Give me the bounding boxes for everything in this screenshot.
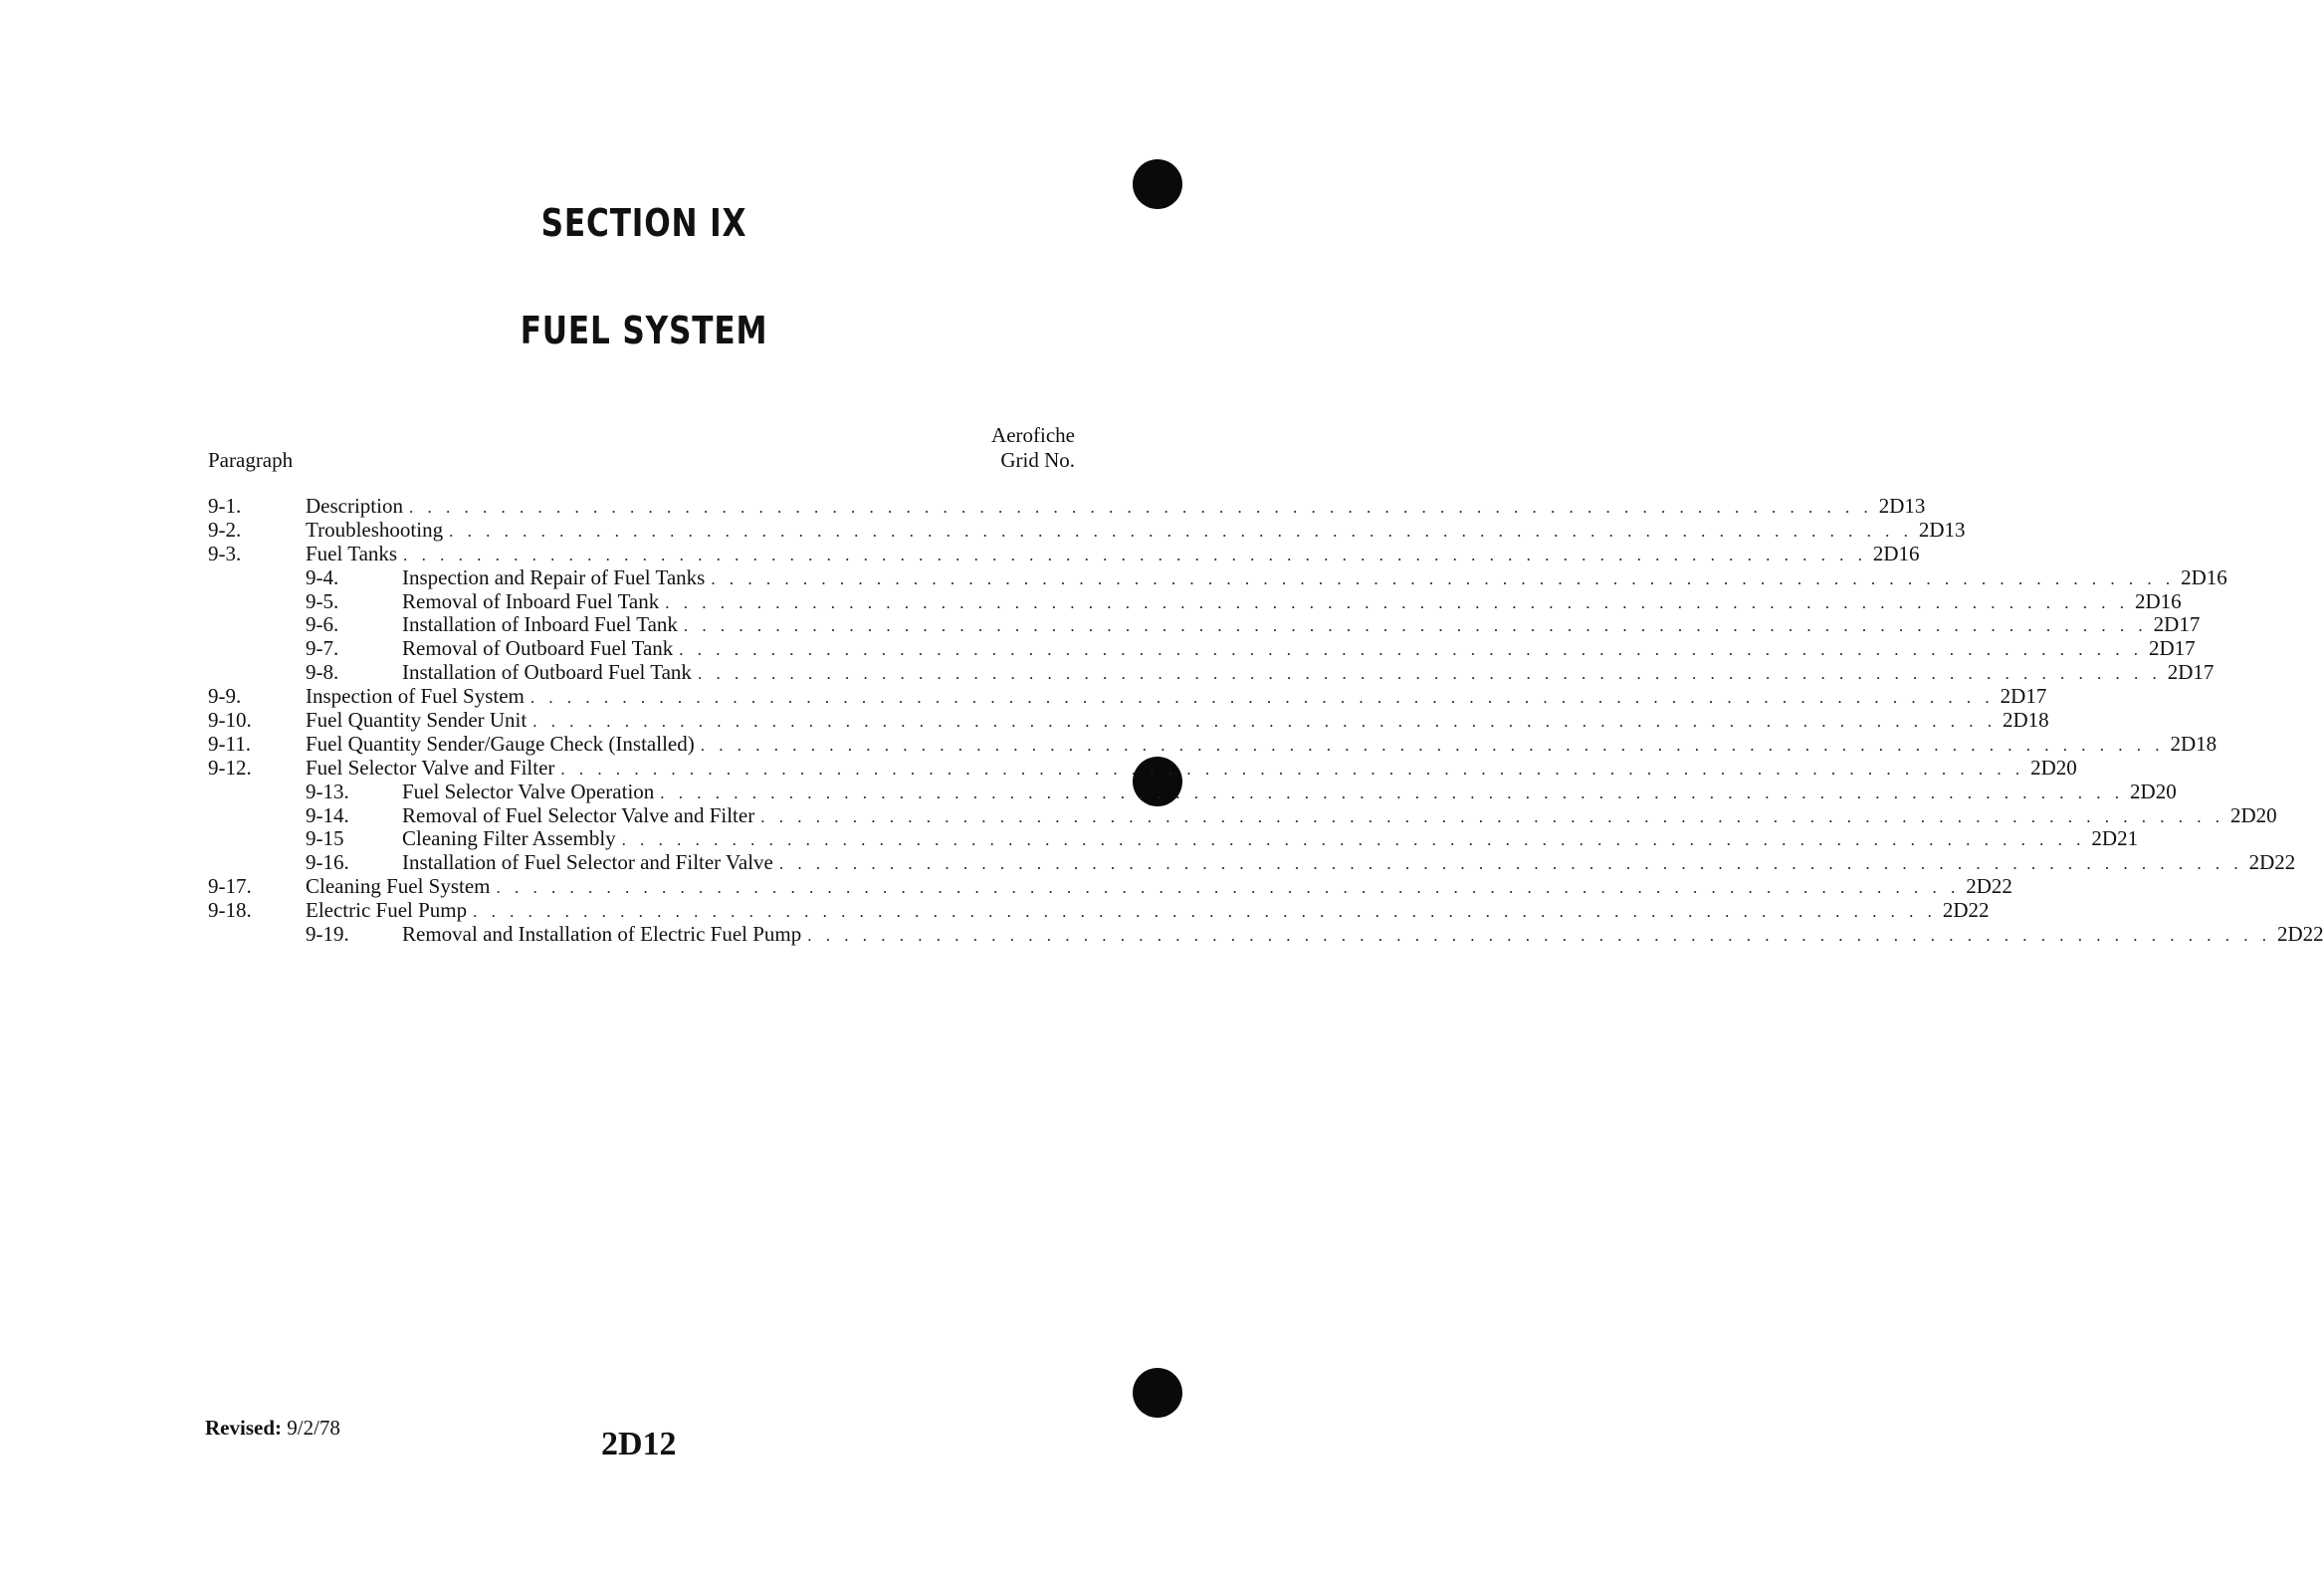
toc-grid-number: 2D21: [2085, 827, 2138, 851]
toc-entry-line: [402, 564, 2227, 591]
toc-entry: [208, 922, 2324, 947]
toc-entry-title: Fuel Selector Valve Operation: [402, 781, 660, 804]
toc-entry-title: Fuel Quantity Sender/Gauge Check (Installed): [306, 733, 701, 757]
section-subtitle: FUEL SYSTEM: [520, 309, 768, 352]
toc-entry-line: [402, 826, 2139, 852]
toc-entry-title: Inspection of Fuel System: [306, 685, 530, 709]
table-of-contents: [208, 494, 2324, 947]
toc-paragraph-number: 9-12.: [208, 755, 252, 780]
toc-grid-number: 2D18: [2164, 733, 2217, 757]
toc-dot-leader: . . . . . . . . . . . . . . . . . . . . . . . . . . . . . . . . . . . . . . . . . . . . . . . . . . . . . . . . . . . . . . . . . . . . . . . . . . . . . . . .: [700, 735, 2165, 755]
toc-dot-leader: . . . . . . . . . . . . . . . . . . . . . . . . . . . . . . . . . . . . . . . . . . . . . . . . . . . . . . . . . . . . . . . . . . . . . . . . . . . . . . . .: [711, 568, 2176, 588]
toc-dot-leader: . . . . . . . . . . . . . . . . . . . . . . . . . . . . . . . . . . . . . . . . . . . . . . . . . . . . . . . . . . . . . . . . . . . . . . . . . . . . . . . .: [403, 545, 1867, 564]
toc-dot-leader: . . . . . . . . . . . . . . . . . . . . . . . . . . . . . . . . . . . . . . . . . . . . . . . . . . . . . . . . . . . . . . . . . . . . . . . . . . . . . . . .: [473, 902, 1937, 922]
toc-entry-line: [306, 874, 2012, 900]
toc-grid-number: 2D17: [2148, 613, 2201, 637]
toc-entry-line: [402, 588, 2182, 615]
toc-entry-line: [402, 850, 2296, 876]
toc-entry-line: [306, 494, 1926, 520]
grid-column-header: [991, 423, 1075, 473]
toc-dot-leader: . . . . . . . . . . . . . . . . . . . . . . . . . . . . . . . . . . . . . . . . . . . . . . . . . . . . . . . . . . . . . . . . . . . . . . . . . . . . . . . .: [778, 854, 2243, 874]
toc-entry-title: Installation of Fuel Selector and Filter Valve: [402, 851, 779, 875]
toc-paragraph-number: 9-5.: [306, 588, 339, 613]
toc-dot-leader: . . . . . . . . . . . . . . . . . . . . . . . . . . . . . . . . . . . . . . . . . . . . . . . . . . . . . . . . . . . . . . . . . . . . . . . . . . . . . . . .: [679, 640, 2144, 660]
toc-entry-title: Fuel Tanks: [306, 543, 403, 566]
toc-dot-leader: . . . . . . . . . . . . . . . . . . . . . . . . . . . . . . . . . . . . . . . . . . . . . . . . . . . . . . . . . . . . . . . . . . . . . . . . . . . . . . . .: [665, 592, 2130, 612]
toc-entry: [208, 802, 2277, 828]
punch-hole-bottom: [1133, 1368, 1182, 1418]
toc-dot-leader: . . . . . . . . . . . . . . . . . . . . . . . . . . . . . . . . . . . . . . . . . . . . . . . . . . . . . . . . . . . . . . . . . . . . . . . . . . . . . . . .: [683, 616, 2148, 636]
toc-grid-number: 2D17: [1995, 685, 2047, 709]
toc-grid-number: 2D22: [1960, 875, 2012, 899]
toc-paragraph-number: 9-15: [306, 826, 344, 851]
toc-paragraph-number: 9-7.: [306, 636, 339, 661]
toc-paragraph-number: 9-2.: [208, 517, 242, 542]
grid-header-line2: Grid No.: [1000, 448, 1075, 472]
toc-paragraph-number: 9-16.: [306, 850, 349, 875]
toc-dot-leader: . . . . . . . . . . . . . . . . . . . . . . . . . . . . . . . . . . . . . . . . . . . . . . . . . . . . . . . . . . . . . . . . . . . . . . . . . . . . . . . .: [660, 783, 2125, 802]
grid-header-line1: Aerofiche: [991, 423, 1075, 447]
toc-paragraph-number: 9-17.: [208, 874, 252, 899]
toc-entry-line: [306, 731, 2218, 758]
section-title: SECTION IX: [540, 201, 747, 245]
toc-entry-line: [306, 517, 1966, 544]
toc-paragraph-number: 9-4.: [306, 564, 339, 589]
toc-grid-number: 2D18: [1997, 709, 2049, 733]
revision-note: [205, 1416, 340, 1441]
toc-entry-title: Inspection and Repair of Fuel Tanks: [402, 566, 711, 590]
toc-entry: [208, 636, 2196, 661]
toc-entry-title: Removal of Fuel Selector Valve and Filter: [402, 804, 760, 828]
toc-entry: [208, 731, 2218, 757]
toc-entry-line: [306, 755, 2077, 782]
toc-entry: [208, 517, 1966, 543]
toc-entry-title: Removal of Inboard Fuel Tank: [402, 590, 665, 614]
toc-dot-leader: . . . . . . . . . . . . . . . . . . . . . . . . . . . . . . . . . . . . . . . . . . . . . . . . . . . . . . . . . . . . . . . . . . . . . . . . . . . . . . . .: [621, 830, 2086, 850]
toc-dot-leader: . . . . . . . . . . . . . . . . . . . . . . . . . . . . . . . . . . . . . . . . . . . . . . . . . . . . . . . . . . . . . . . . . . . . . . . . . . . . . . . .: [532, 712, 1997, 732]
toc-entry-line: [306, 684, 2047, 710]
page-identifier: 2D12: [601, 1426, 677, 1462]
toc-paragraph-number: 9-1.: [208, 494, 242, 518]
toc-grid-number: 2D22: [2271, 923, 2324, 947]
toc-dot-leader: . . . . . . . . . . . . . . . . . . . . . . . . . . . . . . . . . . . . . . . . . . . . . . . . . . . . . . . . . . . . . . . . . . . . . . . . . . . . . . . .: [697, 664, 2162, 684]
toc-entry-title: Fuel Quantity Sender Unit: [306, 709, 532, 733]
toc-entry-title: Troubleshooting: [306, 519, 449, 543]
toc-entry: [208, 708, 2049, 733]
toc-grid-number: 2D20: [2024, 757, 2077, 781]
toc-grid-number: 2D13: [1913, 519, 1966, 543]
toc-entry-line: [402, 802, 2277, 829]
toc-paragraph-number: 9-13.: [306, 779, 349, 803]
toc-grid-number: 2D13: [1873, 495, 1926, 519]
toc-entry: [208, 612, 2201, 637]
toc-dot-leader: . . . . . . . . . . . . . . . . . . . . . . . . . . . . . . . . . . . . . . . . . . . . . . . . . . . . . . . . . . . . . . . . . . . . . . . . . . . . . . . .: [807, 926, 2271, 946]
toc-paragraph-number: 9-3.: [208, 541, 242, 565]
toc-entry-title: Electric Fuel Pump: [306, 899, 473, 923]
revised-label: Revised:: [205, 1416, 282, 1440]
paragraph-column-header: Paragraph: [208, 448, 294, 472]
toc-entry: [208, 541, 1920, 566]
toc-grid-number: 2D16: [2175, 566, 2227, 590]
toc-paragraph-number: 9-10.: [208, 708, 252, 733]
toc-entry-line: [402, 612, 2201, 638]
toc-entry-line: [402, 922, 2324, 948]
toc-entry-title: Installation of Inboard Fuel Tank: [402, 613, 684, 637]
toc-entry: [208, 850, 2296, 875]
toc-grid-number: 2D22: [2243, 851, 2296, 875]
toc-entry-title: Installation of Outboard Fuel Tank: [402, 661, 698, 685]
toc-dot-leader: . . . . . . . . . . . . . . . . . . . . . . . . . . . . . . . . . . . . . . . . . . . . . . . . . . . . . . . . . . . . . . . . . . . . . . . . . . . . . . . .: [529, 688, 1995, 708]
toc-entry: [208, 779, 2177, 804]
toc-entry: [208, 826, 2139, 851]
toc-entry-line: [402, 660, 2215, 686]
toc-grid-number: 2D16: [1867, 543, 1920, 566]
toc-grid-number: 2D17: [2162, 661, 2215, 685]
toc-grid-number: 2D16: [2129, 590, 2182, 614]
toc-dot-leader: . . . . . . . . . . . . . . . . . . . . . . . . . . . . . . . . . . . . . . . . . . . . . . . . . . . . . . . . . . . . . . . . . . . . . . . . . . . . . . . .: [760, 806, 2224, 826]
toc-entry: [208, 564, 2227, 590]
toc-paragraph-number: 9-6.: [306, 612, 339, 637]
toc-paragraph-number: 9-19.: [306, 922, 349, 947]
toc-entry: [208, 660, 2215, 685]
toc-entry-title: Cleaning Fuel System: [306, 875, 497, 899]
toc-entry-title: Cleaning Filter Assembly: [402, 827, 622, 851]
toc-entry-line: [306, 898, 1990, 924]
revised-date: 9/2/78: [287, 1416, 340, 1440]
toc-entry: [208, 588, 2182, 614]
toc-grid-number: 2D17: [2143, 637, 2196, 661]
toc-paragraph-number: 9-9.: [208, 684, 242, 709]
toc-dot-leader: . . . . . . . . . . . . . . . . . . . . . . . . . . . . . . . . . . . . . . . . . . . . . . . . . . . . . . . . . . . . . . . . . . . . . . . . . . . . . . . .: [560, 759, 2025, 779]
toc-dot-leader: . . . . . . . . . . . . . . . . . . . . . . . . . . . . . . . . . . . . . . . . . . . . . . . . . . . . . . . . . . . . . . . . . . . . . . . . . . . . . . . .: [408, 498, 1873, 517]
toc-entry-title: Fuel Selector Valve and Filter: [306, 757, 560, 781]
toc-grid-number: 2D20: [2224, 804, 2277, 828]
toc-paragraph-number: 9-18.: [208, 898, 252, 923]
toc-entry-line: [402, 779, 2177, 805]
toc-entry-line: [306, 708, 2049, 734]
toc-entry: [208, 684, 2047, 709]
toc-grid-number: 2D22: [1937, 899, 1990, 923]
toc-paragraph-number: 9-14.: [306, 802, 349, 827]
toc-entry: [208, 898, 1990, 923]
toc-entry: [208, 494, 1926, 519]
toc-dot-leader: . . . . . . . . . . . . . . . . . . . . . . . . . . . . . . . . . . . . . . . . . . . . . . . . . . . . . . . . . . . . . . . . . . . . . . . . . . . . . . . .: [449, 521, 1913, 541]
toc-dot-leader: . . . . . . . . . . . . . . . . . . . . . . . . . . . . . . . . . . . . . . . . . . . . . . . . . . . . . . . . . . . . . . . . . . . . . . . . . . . . . . . .: [496, 878, 1961, 898]
toc-paragraph-number: 9-8.: [306, 660, 339, 685]
toc-entry-title: Removal and Installation of Electric Fuel Pump: [402, 923, 807, 947]
toc-entry: [208, 755, 2077, 781]
toc-paragraph-number: 9-11.: [208, 731, 251, 756]
toc-entry-line: [402, 636, 2196, 662]
toc-entry-line: [306, 541, 1920, 567]
toc-entry-title: Removal of Outboard Fuel Tank: [402, 637, 679, 661]
toc-entry: [208, 874, 2012, 899]
toc-grid-number: 2D20: [2124, 781, 2177, 804]
toc-entry-title: Description: [306, 495, 409, 519]
